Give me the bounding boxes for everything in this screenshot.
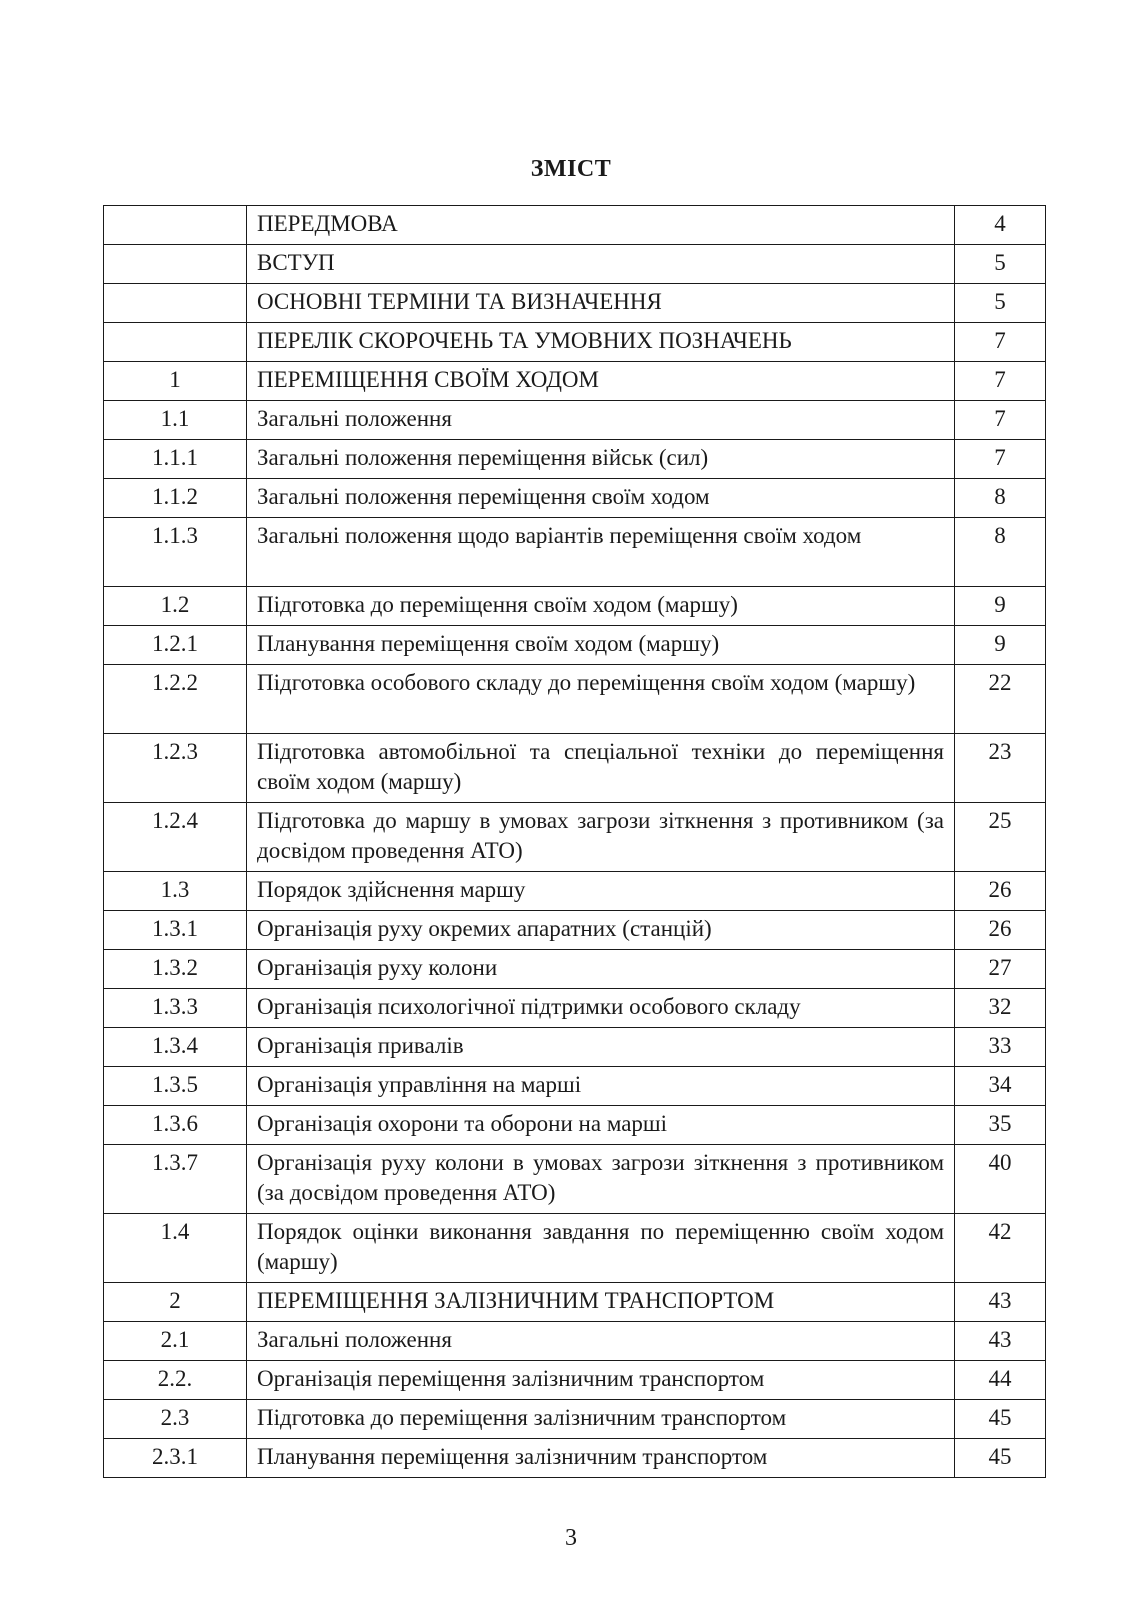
toc-page-number: 22	[955, 665, 1046, 734]
toc-page-number: 9	[955, 626, 1046, 665]
toc-section-title: Підготовка до переміщення залізничним транспортом	[247, 1400, 955, 1439]
toc-section-number: 1.3.2	[104, 950, 247, 989]
toc-section-number: 1.1.2	[104, 479, 247, 518]
toc-page-number: 8	[955, 518, 1046, 587]
toc-row	[104, 206, 1046, 245]
toc-section-number: 1.2.3	[104, 734, 247, 803]
toc-section-title: Організація руху колони в умовах загрози зіткнення з противником (за досвідом проведення АТО)	[247, 1145, 955, 1214]
toc-row	[104, 1028, 1046, 1067]
toc-section-title: ПЕРЕМІЩЕННЯ ЗАЛІЗНИЧНИМ ТРАНСПОРТОМ	[247, 1283, 955, 1322]
toc-section-number: 1.3.6	[104, 1106, 247, 1145]
toc-section-title: ОСНОВНІ ТЕРМІНИ ТА ВИЗНАЧЕННЯ	[247, 284, 955, 323]
toc-section-number: 1.4	[104, 1214, 247, 1283]
toc-row	[104, 626, 1046, 665]
toc-row	[104, 911, 1046, 950]
toc-section-title: Організація руху колони	[247, 950, 955, 989]
toc-section-title: ПЕРЕЛІК СКОРОЧЕНЬ ТА УМОВНИХ ПОЗНАЧЕНЬ	[247, 323, 955, 362]
toc-row	[104, 872, 1046, 911]
toc-row	[104, 440, 1046, 479]
toc-page-number: 43	[955, 1283, 1046, 1322]
toc-page-number: 25	[955, 803, 1046, 872]
toc-section-number	[104, 284, 247, 323]
toc-page-number: 33	[955, 1028, 1046, 1067]
toc-row	[104, 1361, 1046, 1400]
toc-page-number: 7	[955, 362, 1046, 401]
toc-section-number	[104, 206, 247, 245]
toc-row	[104, 1067, 1046, 1106]
toc-row	[104, 989, 1046, 1028]
toc-section-title: ВСТУП	[247, 245, 955, 284]
toc-section-number: 2	[104, 1283, 247, 1322]
toc-page-number: 27	[955, 950, 1046, 989]
toc-row	[104, 401, 1046, 440]
toc-row	[104, 1322, 1046, 1361]
toc-page-number: 4	[955, 206, 1046, 245]
toc-row	[104, 950, 1046, 989]
toc-section-title: Організація психологічної підтримки особового складу	[247, 989, 955, 1028]
toc-page-number: 35	[955, 1106, 1046, 1145]
toc-section-number: 1.3.7	[104, 1145, 247, 1214]
toc-page-number: 44	[955, 1361, 1046, 1400]
toc-row	[104, 323, 1046, 362]
toc-section-title: Організація переміщення залізничним транспортом	[247, 1361, 955, 1400]
toc-section-title: Загальні положення	[247, 401, 955, 440]
toc-section-number: 1.3.1	[104, 911, 247, 950]
toc-section-title: ПЕРЕДМОВА	[247, 206, 955, 245]
toc-section-number	[104, 323, 247, 362]
toc-page-number: 7	[955, 440, 1046, 479]
toc-row	[104, 665, 1046, 734]
toc-page-number: 45	[955, 1439, 1046, 1478]
toc-section-title: Організація привалів	[247, 1028, 955, 1067]
toc-row	[104, 245, 1046, 284]
toc-row	[104, 803, 1046, 872]
toc-section-number: 2.1	[104, 1322, 247, 1361]
toc-row	[104, 587, 1046, 626]
page-title: ЗМІСТ	[530, 156, 612, 182]
toc-section-title: Підготовка особового складу до переміщення своїм ходом (маршу)	[247, 665, 955, 734]
toc-page-number: 7	[955, 323, 1046, 362]
toc-row	[104, 1439, 1046, 1478]
toc-page-number: 5	[955, 284, 1046, 323]
toc-section-title: ПЕРЕМІЩЕННЯ СВОЇМ ХОДОМ	[247, 362, 955, 401]
toc-page-number: 7	[955, 401, 1046, 440]
toc-page-number: 42	[955, 1214, 1046, 1283]
toc-section-title: Порядок оцінки виконання завдання по переміщенню своїм ходом (маршу)	[247, 1214, 955, 1283]
toc-section-title: Загальні положення переміщення своїм ходом	[247, 479, 955, 518]
toc-section-title: Загальні положення переміщення військ (сил)	[247, 440, 955, 479]
toc-page-number: 8	[955, 479, 1046, 518]
toc-section-number: 1.1.1	[104, 440, 247, 479]
page-number: 3	[565, 1525, 577, 1551]
toc-page-number: 34	[955, 1067, 1046, 1106]
toc-section-number: 1	[104, 362, 247, 401]
toc-section-number: 1.3.4	[104, 1028, 247, 1067]
toc-section-number: 1.2	[104, 587, 247, 626]
toc-row	[104, 284, 1046, 323]
toc-row	[104, 362, 1046, 401]
toc-section-title: Планування переміщення залізничним транспортом	[247, 1439, 955, 1478]
toc-row	[104, 518, 1046, 587]
table-of-contents	[103, 205, 1046, 1478]
toc-row	[104, 1214, 1046, 1283]
toc-row	[104, 1400, 1046, 1439]
toc-section-title: Організація охорони та оборони на марші	[247, 1106, 955, 1145]
toc-section-number: 1.2.1	[104, 626, 247, 665]
toc-section-number: 2.3.1	[104, 1439, 247, 1478]
toc-section-title: Організація управління на марші	[247, 1067, 955, 1106]
toc-row	[104, 479, 1046, 518]
toc-page-number: 40	[955, 1145, 1046, 1214]
toc-row	[104, 1106, 1046, 1145]
toc-section-number: 1.1.3	[104, 518, 247, 587]
toc-section-number: 2.2.	[104, 1361, 247, 1400]
toc-section-title: Порядок здійснення маршу	[247, 872, 955, 911]
toc-page-number: 26	[955, 911, 1046, 950]
toc-section-title: Загальні положення	[247, 1322, 955, 1361]
toc-page-number: 43	[955, 1322, 1046, 1361]
toc-section-title: Планування переміщення своїм ходом (маршу)	[247, 626, 955, 665]
toc-section-number: 1.1	[104, 401, 247, 440]
toc-section-number: 2.3	[104, 1400, 247, 1439]
toc-row	[104, 1145, 1046, 1214]
toc-section-number	[104, 245, 247, 284]
toc-section-number: 1.3.5	[104, 1067, 247, 1106]
toc-section-number: 1.3.3	[104, 989, 247, 1028]
toc-page-number: 9	[955, 587, 1046, 626]
toc-page-number: 26	[955, 872, 1046, 911]
toc-row	[104, 734, 1046, 803]
toc-page-number: 5	[955, 245, 1046, 284]
toc-page-number: 23	[955, 734, 1046, 803]
toc-row	[104, 1283, 1046, 1322]
toc-section-title: Загальні положення щодо варіантів переміщення своїм ходом	[247, 518, 955, 587]
toc-section-title: Організація руху окремих апаратних (станцій)	[247, 911, 955, 950]
toc-section-number: 1.2.4	[104, 803, 247, 872]
toc-page-number: 32	[955, 989, 1046, 1028]
toc-section-number: 1.3	[104, 872, 247, 911]
toc-section-title: Підготовка до переміщення своїм ходом (маршу)	[247, 587, 955, 626]
toc-section-title: Підготовка автомобільної та спеціальної техніки до переміщення своїм ходом (маршу)	[247, 734, 955, 803]
toc-section-number: 1.2.2	[104, 665, 247, 734]
toc-page-number: 45	[955, 1400, 1046, 1439]
toc-section-title: Підготовка до маршу в умовах загрози зіткнення з противником (за досвідом проведення АТО)	[247, 803, 955, 872]
